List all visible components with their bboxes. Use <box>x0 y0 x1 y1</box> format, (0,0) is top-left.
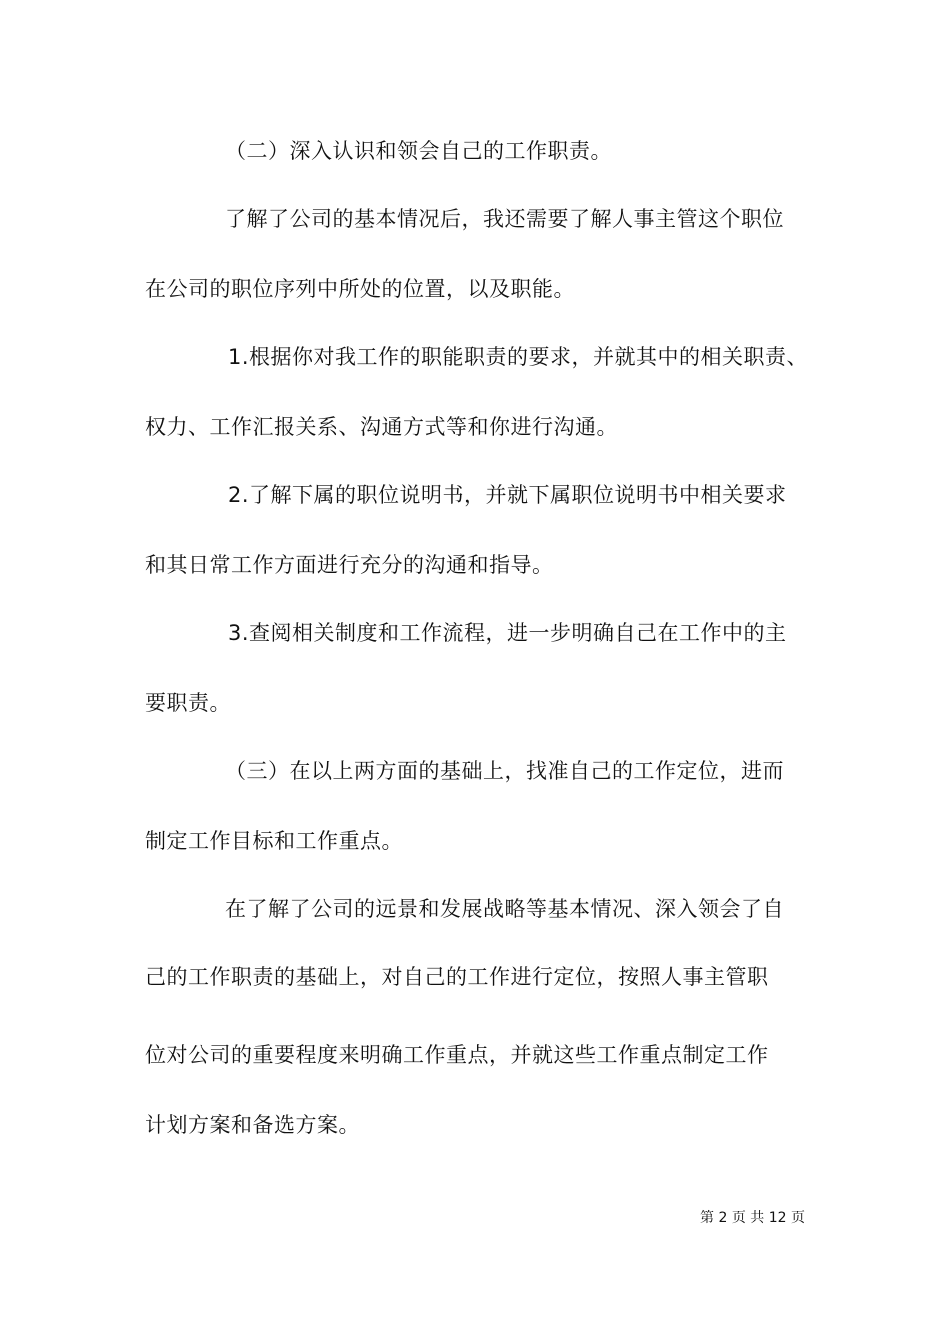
section-heading-2: （二）深入认识和领会自己的工作职责。 <box>225 139 612 163</box>
paragraph-line: 位对公司的重要程度来明确工作重点，并就这些工作重点制定工作 <box>145 1043 769 1067</box>
paragraph-line: 制定工作目标和工作重点。 <box>145 829 403 853</box>
section-heading-3: （三）在以上两方面的基础上，找准自己的工作定位，进而 <box>225 759 784 783</box>
list-item-1: 1.根据你对我工作的职能职责的要求，并就其中的相关职责、 <box>228 345 809 369</box>
paragraph-line: 要职责。 <box>145 691 231 715</box>
paragraph-line: 和其日常工作方面进行充分的沟通和指导。 <box>145 553 554 577</box>
list-item-2: 2.了解下属的职位说明书，并就下属职位说明书中相关要求 <box>228 483 787 507</box>
paragraph-line: 计划方案和备选方案。 <box>145 1113 360 1137</box>
paragraph-line: 在了解了公司的远景和发展战略等基本情况、深入领会了自 <box>225 897 784 921</box>
paragraph-line: 了解了公司的基本情况后，我还需要了解人事主管这个职位 <box>225 207 784 231</box>
list-item-3: 3.查阅相关制度和工作流程，进一步明确自己在工作中的主 <box>228 621 787 645</box>
paragraph-line: 己的工作职责的基础上，对自己的工作进行定位，按照人事主管职 <box>145 965 769 989</box>
paragraph-line: 权力、工作汇报关系、沟通方式等和你进行沟通。 <box>145 415 618 439</box>
page-number-footer: 第 2 页 共 12 页 <box>700 1210 805 1226</box>
paragraph-line: 在公司的职位序列中所处的位置，以及职能。 <box>145 277 575 301</box>
